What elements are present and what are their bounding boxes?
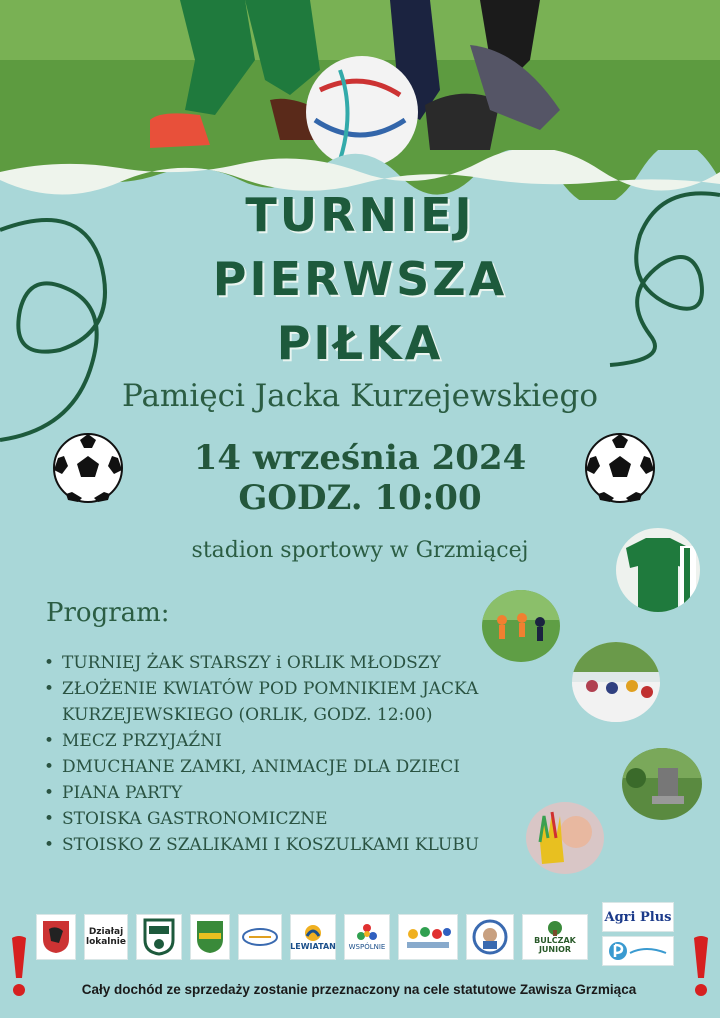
school-badge-logo [466, 914, 514, 960]
bulczak-label: BULCZAK JUNIOR [534, 936, 576, 954]
exclamation-right-icon [688, 934, 714, 1000]
program-heading: Program: [46, 598, 170, 628]
pojezierze-logo [602, 936, 674, 966]
event-time: GODZ. 10:00 [238, 478, 482, 518]
title-line-3: PIŁKA [276, 316, 444, 370]
dzialaj-lokalnie-logo: Działaj lokalnie [84, 914, 128, 960]
program-item: • DMUCHANE ZAMKI, ANIMACJE DLA DZIECI [44, 754, 479, 780]
wspolnie-label: WSPÓLNIE [348, 943, 386, 951]
program-item: • PIANA PARTY [44, 780, 479, 806]
monument-photo [622, 748, 702, 820]
subtitle: Pamięci Jacka Kurzejewskiego [121, 378, 599, 414]
exclamation-left-icon [6, 934, 32, 1000]
lewiatan-logo [290, 914, 336, 960]
title-line-2: PIERWSZA [212, 252, 508, 306]
program-item: • STOISKO Z SZALIKAMI I KOSZULKAMI KLUBU [44, 832, 479, 858]
painted-hand-photo [526, 802, 604, 874]
program-item: • ZŁOŻENIE KWIATÓW POD POMNIKIEM JACKA [44, 676, 479, 702]
kids-group-logo [398, 914, 458, 960]
wspolnie-logo [344, 914, 390, 960]
program-list [44, 650, 479, 858]
title-line-1: TURNIEJ [245, 188, 475, 242]
footer-note: Cały dochód ze sprzedaży zostanie przeznaczony na cele statutowe Zawisza Grzmiąca [81, 982, 637, 997]
bulczak-junior-logo [522, 914, 588, 960]
jersey-photo [616, 528, 700, 612]
program-item: • TURNIEJ ŻAK STARSZY i ORLIK MŁODSZY [44, 650, 479, 676]
gmina-crest-logo [190, 914, 230, 960]
crowd-photo [572, 642, 660, 722]
event-date: 14 września 2024 [193, 438, 527, 478]
program-item: • STOISKA GASTRONOMICZNE [44, 806, 479, 832]
program-item: • MECZ PRZYJAŹNI [44, 728, 479, 754]
stowarzyszenie-logo [238, 914, 282, 960]
kids-playing-photo [482, 590, 560, 662]
club-crest-logo [136, 914, 182, 960]
agri-plus-logo: Agri Plus [602, 902, 674, 932]
coat-of-arms-logo [36, 914, 76, 960]
lewiatan-label: LEWIATAN [290, 941, 336, 951]
sponsor-logos [36, 909, 686, 966]
program-item-continuation: KURZEJEWSKIEGO (ORLIK, GODZ. 12:00) [62, 705, 433, 725]
event-place: stadion sportowy w Grzmiącej [191, 538, 529, 563]
